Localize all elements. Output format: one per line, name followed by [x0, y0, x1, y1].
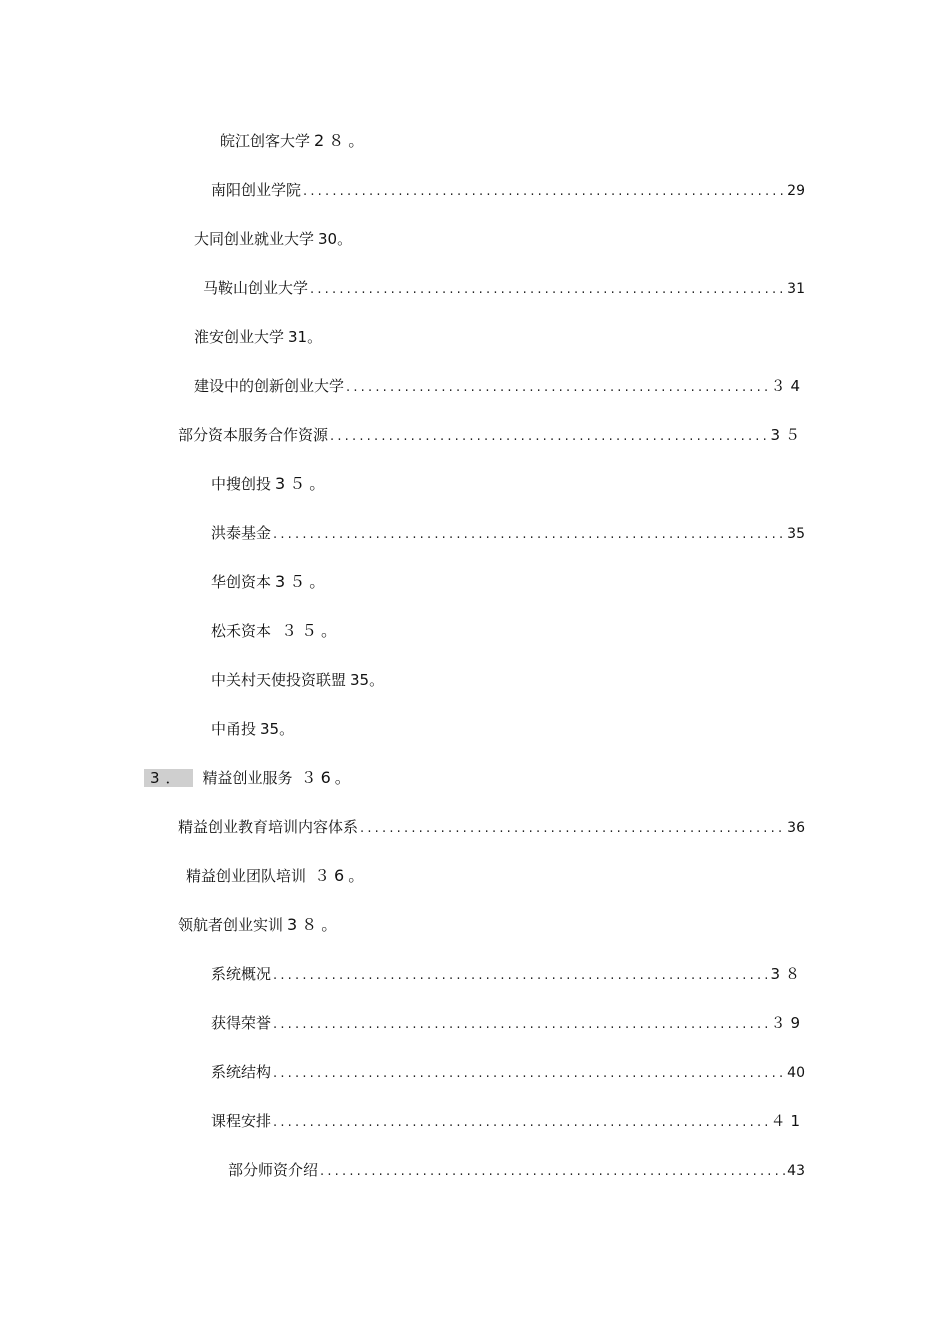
toc-entry-label: 课程安排: [211, 1112, 272, 1130]
toc-entry[interactable]: [211, 717, 294, 741]
toc-entry-page: ３５。: [281, 621, 342, 640]
toc-leader-dots: [273, 1013, 768, 1037]
toc-entry[interactable]: [220, 129, 368, 153]
toc-entry-label: 松禾资本: [211, 622, 272, 640]
toc-entry-label: 皖江创客大学: [220, 132, 311, 150]
toc-entry-label: 中甬投: [211, 720, 257, 738]
toc-entry[interactable]: [211, 178, 805, 202]
toc-entry[interactable]: [211, 619, 341, 643]
toc-entry-page: 31: [787, 281, 805, 297]
toc-entry-label: 精益创业服务: [202, 769, 293, 787]
toc-entry[interactable]: [211, 962, 805, 986]
toc-leader-dots: [273, 1111, 768, 1135]
toc-entry-page: 30。: [318, 230, 353, 248]
toc-entry-page: 3８。: [287, 915, 342, 934]
toc-entry-page: 43: [787, 1163, 805, 1179]
toc-entry[interactable]: [211, 472, 329, 496]
toc-entry-page: ４1: [770, 1112, 805, 1130]
toc-section-entry[interactable]: [144, 766, 355, 790]
toc-entry[interactable]: [203, 276, 805, 300]
toc-entry-page: 2８。: [314, 131, 369, 150]
toc-entry[interactable]: [211, 521, 805, 545]
toc-entry-page: ３9: [770, 1014, 805, 1032]
toc-entry-page: 35: [787, 526, 805, 542]
toc-entry-page: ３6。: [300, 768, 355, 787]
toc-leader-dots: [346, 376, 768, 400]
toc-leader-dots: [360, 817, 785, 841]
toc-entry-page: ３6。: [314, 866, 369, 885]
toc-entry[interactable]: [211, 1060, 805, 1084]
toc-leader-dots: [273, 1062, 785, 1086]
toc-entry[interactable]: [194, 374, 805, 398]
toc-entry-label: 中搜创投: [211, 475, 272, 493]
toc-entry-label: 中关村天使投资联盟: [211, 671, 347, 689]
toc-entry-label: 精益创业教育培训内容体系: [178, 818, 359, 836]
toc-entry[interactable]: [178, 815, 805, 839]
toc-entry-page: 29: [787, 183, 805, 199]
toc-entry-label: 南阳创业学院: [211, 181, 302, 199]
toc-entry[interactable]: [211, 1011, 805, 1035]
toc-entry-label: 洪泰基金: [211, 524, 272, 542]
toc-entry-page: 3５。: [275, 572, 330, 591]
toc-entry[interactable]: [186, 864, 368, 888]
toc-entry[interactable]: [178, 913, 341, 937]
toc-entry-label: 部分资本服务合作资源: [178, 426, 329, 444]
toc-leader-dots: [273, 964, 768, 988]
toc-entry-page: 35。: [260, 720, 295, 738]
toc-entry[interactable]: [211, 668, 384, 692]
toc-leader-dots: [273, 523, 785, 547]
toc-entry-label: 部分师资介绍: [228, 1161, 319, 1179]
toc-entry-page: 3５: [770, 426, 805, 444]
toc-entry-label: 华创资本: [211, 573, 272, 591]
toc-entry[interactable]: [194, 325, 322, 349]
toc-entry-label: 系统概况: [211, 965, 272, 983]
toc-entry[interactable]: [178, 423, 805, 447]
toc-entry-page: 31。: [288, 328, 323, 346]
toc-entry-page: ３4: [770, 377, 805, 395]
toc-entry-page: 40: [787, 1065, 805, 1081]
toc-entry-page: 35。: [350, 671, 385, 689]
toc-entry[interactable]: [211, 1109, 805, 1133]
toc-leader-dots: [320, 1160, 785, 1184]
toc-entry-label: 获得荣誉: [211, 1014, 272, 1032]
toc-entry-label: 马鞍山创业大学: [203, 279, 309, 297]
toc-leader-dots: [310, 278, 785, 302]
toc-entry-label: 系统结构: [211, 1063, 272, 1081]
toc-leader-dots: [303, 180, 785, 204]
toc-entry-label: 淮安创业大学: [194, 328, 285, 346]
toc-entry-page: 3５。: [275, 474, 330, 493]
toc-entry[interactable]: [194, 227, 352, 251]
toc-entry-label: 领航者创业实训: [178, 916, 284, 934]
section-number: 3．: [144, 769, 193, 787]
toc-entry[interactable]: [228, 1158, 805, 1182]
toc-entry-label: 精益创业团队培训: [186, 867, 307, 885]
toc-entry-page: 3８: [770, 965, 805, 983]
toc-leader-dots: [330, 425, 768, 449]
toc-entry-page: 36: [787, 820, 805, 836]
toc-entry[interactable]: [211, 570, 329, 594]
toc-entry-label: 大同创业就业大学: [194, 230, 315, 248]
toc-entry-label: 建设中的创新创业大学: [194, 377, 345, 395]
